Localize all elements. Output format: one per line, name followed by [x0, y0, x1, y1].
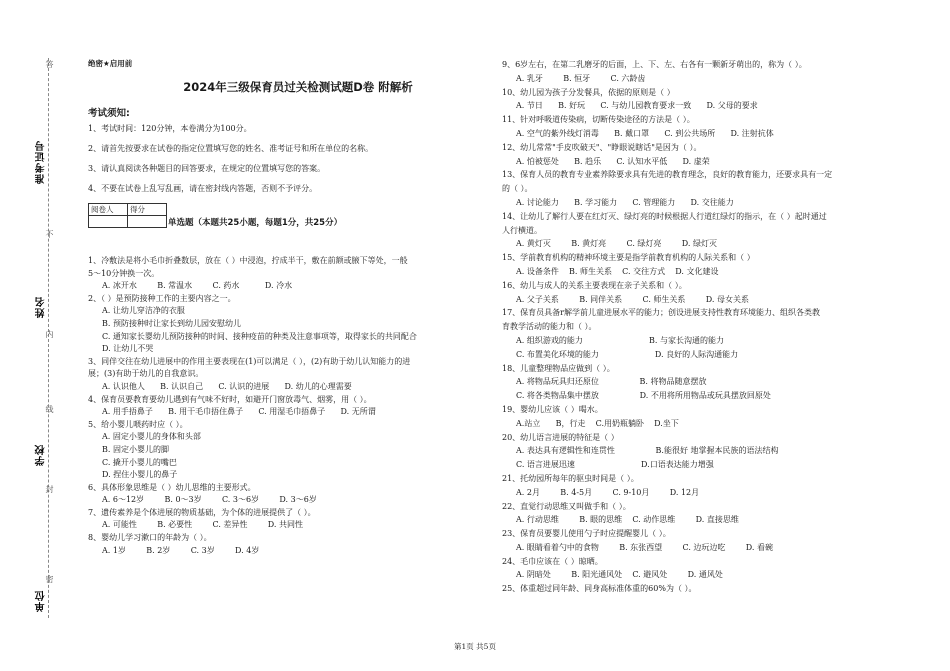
question-line: 展；(3)有助于幼儿的自我意识。 — [88, 369, 204, 379]
option-line: C. 撬开小婴儿的嘴巴 — [102, 457, 177, 467]
question-line: 8、婴幼儿学习漱口的年龄为（ ）。 — [88, 533, 212, 543]
question-line: 18、儿童整理物品应做到（ ）。 — [502, 363, 615, 373]
option-line: D. 让幼儿不哭 — [102, 344, 154, 354]
question-line: 5、给小婴儿喂药时应（ ）。 — [88, 419, 188, 429]
question-line: 育教学活动的能力和（ ）。 — [502, 322, 597, 332]
secret-label: 绝密★启用前 — [88, 59, 133, 68]
option-line: A. 节日 B. 好玩 C. 与幼儿园教育要求一致 D. 父母的要求 — [516, 101, 758, 111]
option-line: A. 怕被惩处 B. 趋乐 C. 认知水平低 D. 虚荣 — [516, 156, 710, 166]
option-line: B. 固定小婴儿的脚 — [102, 444, 169, 454]
left-column — [88, 58, 488, 557]
option-line: A. 设备条件 B. 师生关系 C. 交往方式 D. 文化建设 — [516, 266, 719, 276]
option-line: A. 黄灯灭 B. 黄灯亮 C. 绿灯亮 D. 绿灯灭 — [516, 239, 717, 249]
question-line: 3、同伴交往在幼儿进展中的作用主要表现在(1)可以满足（ ），(2)有助于幼儿认知能力的进 — [88, 356, 411, 366]
option-line: C. 将各类物品集中摆放 D. 不用将所用物品或玩具摆放回原处 — [516, 391, 771, 401]
option-line: C. 通知家长婴幼儿预防接种的时间、接种疫苗的种类及注意事项等，取得家长的共同配合 — [102, 331, 417, 341]
option-line: A. 阴暗处 B. 阳光通风处 C. 避风处 D. 通风处 — [516, 570, 723, 580]
question-line: 24、毛巾应该在（ ）晾晒。 — [502, 556, 603, 566]
option-line: A. 可能性 B. 必要性 C. 差异性 D. 共同性 — [102, 520, 303, 530]
option-line: A. 空气的紫外线灯消毒 B. 戴口罩 C. 到公共场所 D. 注射抗体 — [516, 128, 774, 138]
option-line: D. 捏住小婴儿的鼻子 — [102, 470, 178, 480]
option-line: A. 认识他人 B. 认识自己 C. 认识的进展 D. 幼儿的心理需要 — [102, 381, 352, 391]
binding-mark: 密 — [45, 575, 54, 583]
option-line: A. 表达具有逻辑性和连贯性 B.能很好 地掌握本民族的语法结构 — [516, 446, 779, 456]
question-line: 10、幼儿园为孩子分发餐具，依据的原则是（ ） — [502, 87, 675, 97]
question-line: 2、（ ）是预防接种工作的主要内容之一。 — [88, 293, 236, 303]
notice-heading: 考试须知: — [88, 108, 130, 119]
question-line: 13、保育人员的教育专业素养除要求具有先进的教育理念，良好的教育能力，还要求具有一定 — [502, 170, 833, 180]
option-line: A. 眼睛看着勺中的食物 B. 东张西望 C. 边玩边吃 D. 看碗 — [516, 542, 773, 552]
option-line: A. 组织游戏的能力 B. 与家长沟通的能力 — [516, 335, 724, 345]
question-line: 15、学前教育机构的精神环境主要是指学前教育机构的人际关系和（ ） — [502, 253, 755, 263]
option-line: A. 行动思维 B. 眼的思维 C. 动作思维 D. 直接思维 — [516, 515, 739, 525]
question-line: 14、让幼儿了解行人要在红灯灭、绿灯亮的时候根据人行道红绿灯的指示，在（ ）起时通过 — [502, 211, 827, 221]
option-line: B. 预防接种时让家长到幼儿园安慰幼儿 — [102, 318, 241, 328]
score-area — [88, 203, 488, 237]
option-line: C. 语言进展迅速 D.口语表达能力增强 — [516, 460, 714, 470]
score-table — [88, 203, 167, 228]
question-line: 11、针对呼吸道传染病，切断传染途径的方法是（ ）。 — [502, 115, 695, 125]
exam-title: 2024年三级保育员过关检测试题D卷 附解析 — [183, 80, 413, 94]
option-line: A. 冰开水 B. 常温水 C. 药水 D. 冷水 — [102, 281, 293, 291]
option-line: A. 父子关系 B. 同伴关系 C. 师生关系 D. 母女关系 — [516, 294, 749, 304]
notice-item: 3、请认真阅读各种题目的回答要求，在规定的位置填写您的答案。 — [88, 164, 326, 173]
page-footer: 第1页 共5页 — [454, 642, 496, 651]
question-line: 16、幼儿与成人的关系主要表现在亲子关系和（ ）。 — [502, 280, 687, 290]
question-line: 20、幼儿语言进展的特征是（ ） — [502, 432, 619, 442]
score-input-cell[interactable] — [128, 216, 167, 228]
binding-mark: 封 — [45, 485, 54, 493]
option-line: A. 6～12岁 B. 0～3岁 C. 3～6岁 D. 3～6岁 — [102, 495, 317, 505]
unit-field-label: 单位 — [36, 590, 47, 612]
question-line: 9、6岁左右，在第二乳磨牙的后面，上、下、左、右各有一颗新牙萌出的，称为（ ）。 — [502, 60, 807, 69]
question-line: 7、遗传素养是个体进展的物质基础，为个体的进展提供了（ ）。 — [88, 507, 316, 517]
right-column — [502, 58, 922, 596]
question-line: 19、婴幼儿应该（ ）喝水。 — [502, 404, 603, 414]
binding-mark: 内 — [45, 330, 54, 338]
question-line: 5～10分钟换一次。 — [88, 268, 160, 278]
question-line: 17、保育员具备r解学前儿童进展水平的能力；创设进展支持性教育环境能力、组织各类教 — [502, 308, 820, 318]
option-line: A. 将物品玩具归还原位 B. 将物品随意摆放 — [516, 377, 707, 387]
binding-mark: 不 — [45, 230, 54, 238]
option-line: A.站立 B，行走 C.用奶瓶躺卧 D.坐下 — [516, 418, 679, 428]
binding-mark: 线 — [45, 405, 54, 413]
notice-item: 4、不要在试卷上乱写乱画，请在密封线内答题，否则不予评分。 — [88, 184, 318, 193]
option-line: A. 让幼儿穿洁净的衣服 — [102, 306, 185, 316]
right-question-list — [502, 58, 922, 596]
option-line: A. 用手捂鼻子 B. 用干毛巾捂住鼻子 C. 用湿毛巾捂鼻子 D. 无所谓 — [102, 407, 376, 417]
option-line: A. 1岁 B. 2岁 C. 3岁 D. 4岁 — [102, 545, 260, 555]
name-field-label: 姓名 — [36, 296, 47, 318]
reviewer-input-cell[interactable] — [89, 216, 128, 228]
binding-mark: 答 — [45, 60, 54, 68]
exam-number-field-label: 准考证号 — [36, 140, 47, 184]
question-line: 25、体重超过同年龄、同身高标准体重的60%为（ ）。 — [502, 584, 697, 594]
question-line: 人行横道。 — [502, 225, 542, 235]
notice-item: 1、考试时间：120分钟，本卷满分为100分。 — [88, 124, 252, 133]
score-cell: 得分 — [128, 204, 167, 216]
question-line: 4、保育员要教育要幼儿遇到有气味不好时，如避开门窗放毒气、烟雾，用（ ）。 — [88, 394, 372, 404]
left-question-list — [88, 255, 488, 557]
question-line: 21、托幼园所每年的驱虫时间是（ ）。 — [502, 473, 639, 483]
question-line: 6、具体形象思维是（ ）幼儿思维的主要形式。 — [88, 482, 256, 492]
option-line: A. 固定小婴儿的身体和头部 — [102, 432, 201, 442]
school-field-label: 学校 — [36, 444, 47, 466]
question-line: 12、幼儿常常"手皮吹破天"、"睁眼说瞎话"是因为（ ）。 — [502, 142, 702, 152]
option-line: A. 讨论能力 B. 学习能力 C. 管理能力 D. 交往能力 — [516, 197, 734, 207]
option-line: A. 2月 B. 4-5月 C. 9-10月 D. 12月 — [516, 487, 700, 497]
question-line: 22、直觉行动思维又叫做手和（ ）。 — [502, 501, 631, 511]
section-title: 单选题（本题共25小题，每题1分，共25分） — [168, 218, 343, 228]
question-line: 23、保育员要婴儿使用勺子时应提醒婴儿（ ）。 — [502, 529, 671, 539]
option-line: C. 布置美化环境的能力 D. 良好的人际沟通能力 — [516, 349, 739, 359]
option-line: A. 乳牙 B. 恒牙 C. 六龄齿 — [516, 73, 646, 83]
notice-item: 2、请首先按要求在试卷的指定位置填写您的姓名、准考证号和所在单位的名称。 — [88, 144, 374, 153]
reviewer-cell: 阅卷人 — [89, 204, 128, 216]
question-line: 1、冷敷法是将小毛巾折叠数层，放在（ ）中浸泡，拧成半干，敷在前额或腋下等处，一般 — [88, 256, 408, 265]
question-line: 的（ ）。 — [502, 184, 533, 194]
